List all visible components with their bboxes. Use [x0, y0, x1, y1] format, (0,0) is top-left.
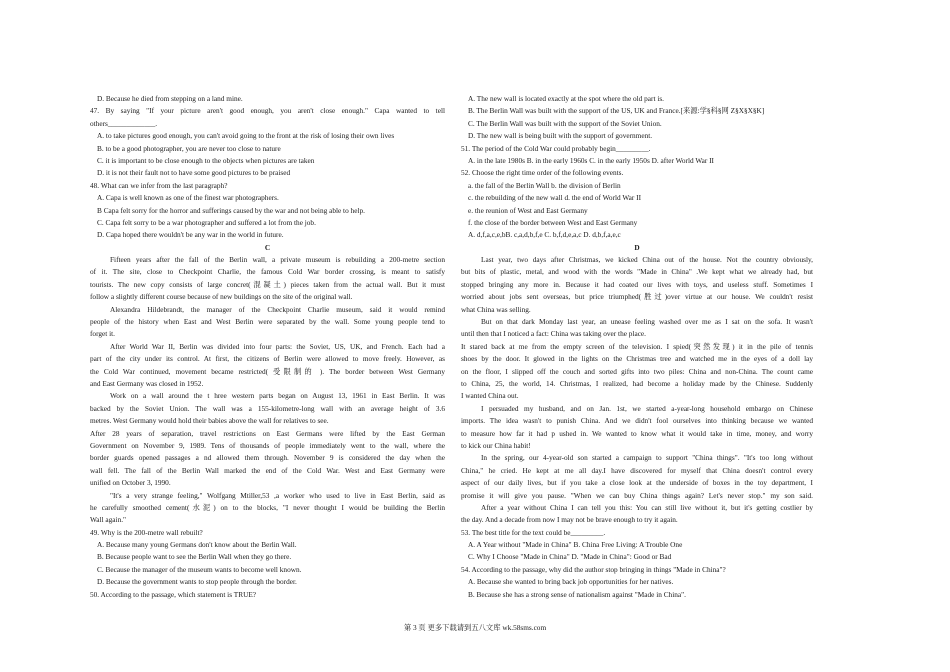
right-line: In the spring, our 4-year-old son started a campaign to support "China things". "It's too long without [481, 453, 813, 463]
right-line: 52. Choose the right time order of the following events. [461, 168, 624, 178]
left-option-line: D. it is not their fault not to have some good pictures to be praised [97, 168, 291, 178]
left-line: 47. By saying "If your picture aren't good enough, you aren't close enough." Capa wanted to tell [90, 106, 445, 116]
left-column [90, 93, 445, 601]
left-option-line: D. Because the government wants to stop people through the border. [97, 577, 297, 587]
left-line: follow a slightly different course because of new buildings on the site of the original wall. [90, 292, 353, 302]
right-line: the day. And a decade from now I may not be brave enough to try it again. [461, 515, 678, 525]
left-line: 48. What can we infer from the last paragraph? [90, 180, 228, 190]
right-line: worried about jobs sent overseas, but price triumphed(胜过)over virtue at our house. We couldn't resist [461, 292, 813, 302]
right-line: Last year, two days after Christmas, we kicked China out of the house. Not the country obviously, [481, 255, 813, 265]
right-line: to measure how far it had p ushed in. We wanted to know what it would take in time, money, and worry [461, 428, 813, 438]
left-option-line: C. it is important to be close enough to the objects when pictures are taken [97, 155, 315, 165]
left-option-line: A. to take pictures good enough, you can't avoid going to the front at the risk of losing their own lives [97, 131, 395, 141]
right-line: 53. The best title for the text could be_________. [461, 527, 606, 537]
right-line: China," he cried. He kept at me all day.I have discovered for myself that China doesn't control every [461, 465, 813, 475]
right-option-line: c. the rebuilding of the new wall d. the end of World War II [468, 193, 642, 203]
left-line: After World War II, Berlin was divided into four parts: the Soviet, US, UK, and French. Each had a [110, 341, 445, 351]
left-line: Wall again." [90, 515, 127, 525]
right-line: to China, 25, the world, 14. Christmas, I realized, had become a holiday made by the Chinese. Suddenly [461, 378, 813, 388]
left-line: he carefully smoothed cement(水泥) on to the blocks, "I never thought I would be building the Berlin [90, 502, 445, 512]
left-line: Government on November 9, 1989. Tens of thousands of people immediately went to the wall, where the [90, 440, 445, 450]
right-line: 51. The period of the Cold War could probably begin_________. [461, 143, 651, 153]
left-section-heading: C [264, 242, 271, 252]
right-option-line: D. The new wall is being built with the support of government. [468, 131, 653, 141]
right-line: what China was selling. [461, 304, 531, 314]
right-line: stopped bringing any more in. Because it had coated our lives with toys, and useless stuff. Sometimes I [461, 279, 813, 289]
left-option-line: C. Capa felt sorry to be a war photographer and suffered a lot from the job. [97, 217, 316, 227]
right-option-line: C. The Berlin Wall was built with the support of the Soviet Union. [468, 118, 662, 128]
right-column [461, 93, 813, 601]
left-line: part of the city under its control. At first, the citizens of Berlin were allowed to move freely. However, as [90, 354, 445, 364]
right-option-line: A. Because she wanted to bring back job opportunities for her natives. [468, 577, 674, 587]
right-option-line: f. the close of the border between West and East Germany [468, 217, 638, 227]
left-option-line: B Capa felt sorry for the horror and sufferings caused by the war and not being able to help. [97, 205, 365, 215]
right-line: but bits of plastic, metal, and wood with the words "Made in China" .We kept what we already had, but [461, 267, 813, 277]
left-line: metres. West Germany would hold their babies above the wall for relatives to see. [90, 416, 329, 426]
right-option-line: a. the fall of the Berlin Wall b. the division of Berlin [468, 180, 621, 190]
right-option-line: A. The new wall is located exactly at the spot where the old part is. [468, 94, 665, 103]
right-line: 54. According to the passage, why did the author stop bringing in things "Made in China"? [461, 564, 726, 574]
left-line: unified on October 3, 1990. [90, 478, 171, 488]
right-line: After a year without China I can tell you this: You can still live without it, but it's getting costlier by [481, 502, 813, 512]
right-option-line: A. d,f,a,c,e,bB. c,a,d,b,f,e C. b,f,d,e,a,c D. d,b,f,a,e,c [468, 230, 621, 240]
page-footer: 第 3 页 更多下载请到五八文库 wk.58sms.com [403, 623, 547, 632]
right-option-line: A. A Year without "Made in China" B. China Free Living: A Trouble One [468, 540, 683, 550]
right-line: imports. The idea wasn't to punish China. And we didn't fool ourselves into thinking because we wanted [461, 416, 813, 426]
right-line: I wanted China out. [461, 391, 519, 401]
right-line: shoes by the door. It glowed in the lights on the Christmas tree and watched me in the eyes of a doll lay [461, 354, 813, 364]
left-line: the Cold War continued, movement became restricted( 受限制的 ). The border between West Germany [90, 366, 445, 376]
left-line: wall fell. The fall of the Berlin Wall marked the end of the Cold War. West and East Germany were [90, 465, 445, 475]
left-line: "It's a very strange feeling," Wolfgang Mtiller,53 ,a worker who used to live in East Berlin, said as [110, 490, 445, 500]
left-option-line: B. to be a good photographer, you are never too close to nature [97, 143, 281, 153]
right-line: to kick our China habit! [461, 440, 531, 450]
left-line: and East Germany was closed in 1952. [90, 378, 204, 388]
right-option-line: B. The Berlin Wall was built with the support of the US, UK and France.[来源:学§科§网 Z§X§X§K] [468, 106, 765, 116]
right-option-line: e. the reunion of West and East Germany [468, 205, 588, 215]
right-line: It stared back at me from the empty screen of the television. I spied(突然发现) it in the pile of tennis [461, 341, 813, 351]
left-line: backed by the Soviet Union. The wall was a 155-kilometre-long wall with an average height of 3.6 [90, 403, 445, 413]
left-line: of it. The site, close to Checkpoint Charlie, the famous Cold War border crossing, is meant to satisfy [90, 267, 445, 277]
left-line: border guards opened passages a nd allowed them through. November 9 is considered the day when the [90, 453, 445, 463]
right-option-line: B. Because she has a strong sense of nationalism against "Made in China". [468, 589, 686, 599]
left-line: After 28 years of separation, travel restrictions on East Germans were lifted by the East German [90, 428, 445, 438]
right-line: aspect of our daily lives, but if you take a close look at the underside of boxes in the toy department, I [461, 478, 813, 488]
left-line: people of the history when East and West Berlin were separated by the wall. Some young people tend to [90, 317, 445, 327]
right-section-heading: D [634, 242, 640, 252]
right-line: on the floor, I slipped off the couch and sorted gifts into two piles: China and non-China. The count came [461, 366, 813, 376]
left-line: others_____________. [90, 118, 158, 128]
left-option-line: B. Because people want to see the Berlin Wall when they go there. [97, 552, 292, 562]
left-line: Work on a wall around the t hree western parts began on August 13, 1961 in East Berlin. It was [110, 391, 445, 401]
left-line: forget it. [90, 329, 115, 339]
left-option-line: A. Capa is well known as one of the finest war photographers. [97, 193, 279, 203]
right-line: I persuaded my husband, and on Jan. 1st, we started a-year-long household embargo on Chinese [481, 403, 813, 413]
left-line: Fifteen years after the fall of the Berlin wall, a private museum is rebuilding a 200-metre section [110, 255, 445, 265]
right-option-line: C. Why I Choose "Made in China" D. "Made in China": Good or Bad [468, 552, 672, 562]
left-option-line: C. Because the manager of the museum wants to become well known. [97, 564, 302, 574]
right-line: But on that dark Monday last year, an unease feeling washed over me as I sat on the sofa. It wasn't [481, 317, 813, 327]
left-option-line: D. Capa hoped there wouldn't be any war in the world in future. [97, 230, 284, 240]
right-line: promise it will give you pause. "When we can buy China things again? Let's never stop." my son said. [461, 490, 813, 500]
left-line: Alexandra Hildebrandt, the manager of the Checkpoint Charlie museum, said it would remind [110, 304, 445, 314]
right-option-line: A. in the late 1980s B. in the early 1960s C. in the early 1950s D. after World War II [468, 155, 714, 165]
left-option-line: D. Because he died from stepping on a land mine. [97, 94, 243, 103]
left-line: 49. Why is the 200-metre wall rebuilt? [90, 527, 203, 537]
left-option-line: A. Because many young Germans don't know about the Berlin Wall. [97, 540, 297, 550]
left-line: 50. According to the passage, which statement is TRUE? [90, 589, 257, 599]
left-line: tourists. The new copy consists of large concret(混凝土) pieces taken from the actual wall. But it must [90, 279, 445, 289]
right-line: until then that I noticed a fact: China was taking over the place. [461, 329, 646, 339]
